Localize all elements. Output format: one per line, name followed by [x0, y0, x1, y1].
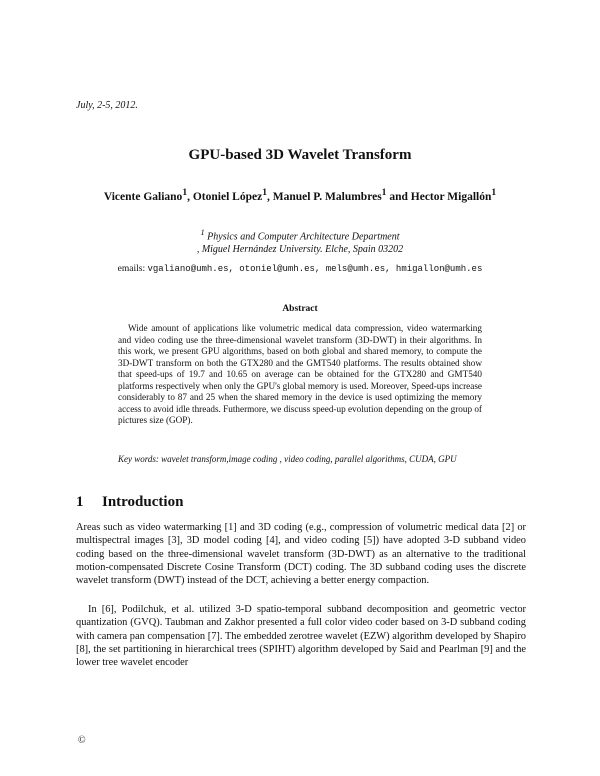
affiliation-department: Physics and Computer Architecture Department [207, 231, 400, 243]
author-affiliation-mark: 1 [491, 187, 497, 198]
emails-label: emails: [117, 264, 146, 274]
author-name: Manuel P. Malumbres [272, 190, 382, 203]
affiliation-line-2: , Miguel Hernández University. Elche, Spain 03202 [196, 244, 404, 255]
author-name: Vicente Galiano [103, 190, 183, 203]
section-number: 1 [76, 494, 84, 510]
abstract-text: Wide amount of applications like volumetric medical data compression, video watermarking and video coding use the three-dimensional wavelet transform (3D-DWT) in their algorithms. In this work, we present GPU algorithms, based on both global and shared memory, to compute the 3D-DWT transform on both the GTX280 and the GMT540 platforms. The results obtained show that speed-ups of 19.7 and 10.65 on average can be obtained for the GTX280 and GMT540 platforms respectively when only the GPU's global memory is used. Moreover, Speed-ups increase considerably to 87 and 25 when the shared memory in the device is used optimizing the memory access to avoid idle threads. Futhermore, we discuss speed-up evolution depending on the group of pictures size (GOP). [118, 323, 482, 425]
author-list [90, 185, 510, 205]
author-separator: and [386, 190, 411, 203]
author-separator: , [187, 190, 193, 203]
copyright-symbol: © [78, 735, 86, 746]
affiliation-line-1 [0, 228, 600, 242]
section-heading [76, 494, 183, 511]
affiliation-mark: 1 [200, 228, 205, 237]
email-line [0, 264, 600, 274]
conference-date: July, 2-5, 2012. [76, 100, 138, 111]
author-affiliation-mark: 1 [262, 187, 267, 198]
email-addresses[interactable]: vgaliano@umh.es, otoniel@umh.es, mels@umh.es, hmigallon@umh.es [147, 264, 483, 274]
author-affiliation-mark: 1 [182, 187, 188, 198]
author-separator: , [266, 190, 273, 203]
author-name: Hector Migallón [410, 190, 492, 203]
author-name: Otoniel López [192, 190, 263, 203]
intro-paragraph-2: In [6], Podilchuk, et al. utilized 3-D spatio-temporal subband decomposition and geometric vector quantization (GVQ). Taubman and Zakhor presented a full color video coder based on 3-D subband coding with camera pan compensation [7]. The embedded zerotree wavelet (EZW) algorithm developed by Shapiro [8], the set partitioning in hierarchical trees (SPIHT) algorithm developed by Said and Pearlman [9] and the lower tree wavelet encoder [76, 604, 526, 669]
author-affiliation-mark: 1 [381, 187, 387, 198]
paper-title: GPU-based 3D Wavelet Transform [188, 147, 412, 163]
abstract-heading: Abstract [282, 304, 318, 314]
intro-paragraph-1: Areas such as video watermarking [1] and 3D coding (e.g., compression of volumetric medical data [2] or multispectral images [3], 3D model coding [4], and video coding [5]) have adopted 3-D subband video coding based on the three-dimensional wavelet transform (3D-DWT) as an alternative to the traditional motion-compensated Discrete Cosine Transform (DCT) coding. The 3D subband coding uses the discrete wavelet transform (DWT) instead of the DCT, achieving a better energy compaction. [76, 522, 526, 587]
keywords: Key words: wavelet transform,image coding , video coding, parallel algorithms, CUDA, GPU [118, 454, 457, 464]
section-title: Introduction [102, 494, 184, 510]
